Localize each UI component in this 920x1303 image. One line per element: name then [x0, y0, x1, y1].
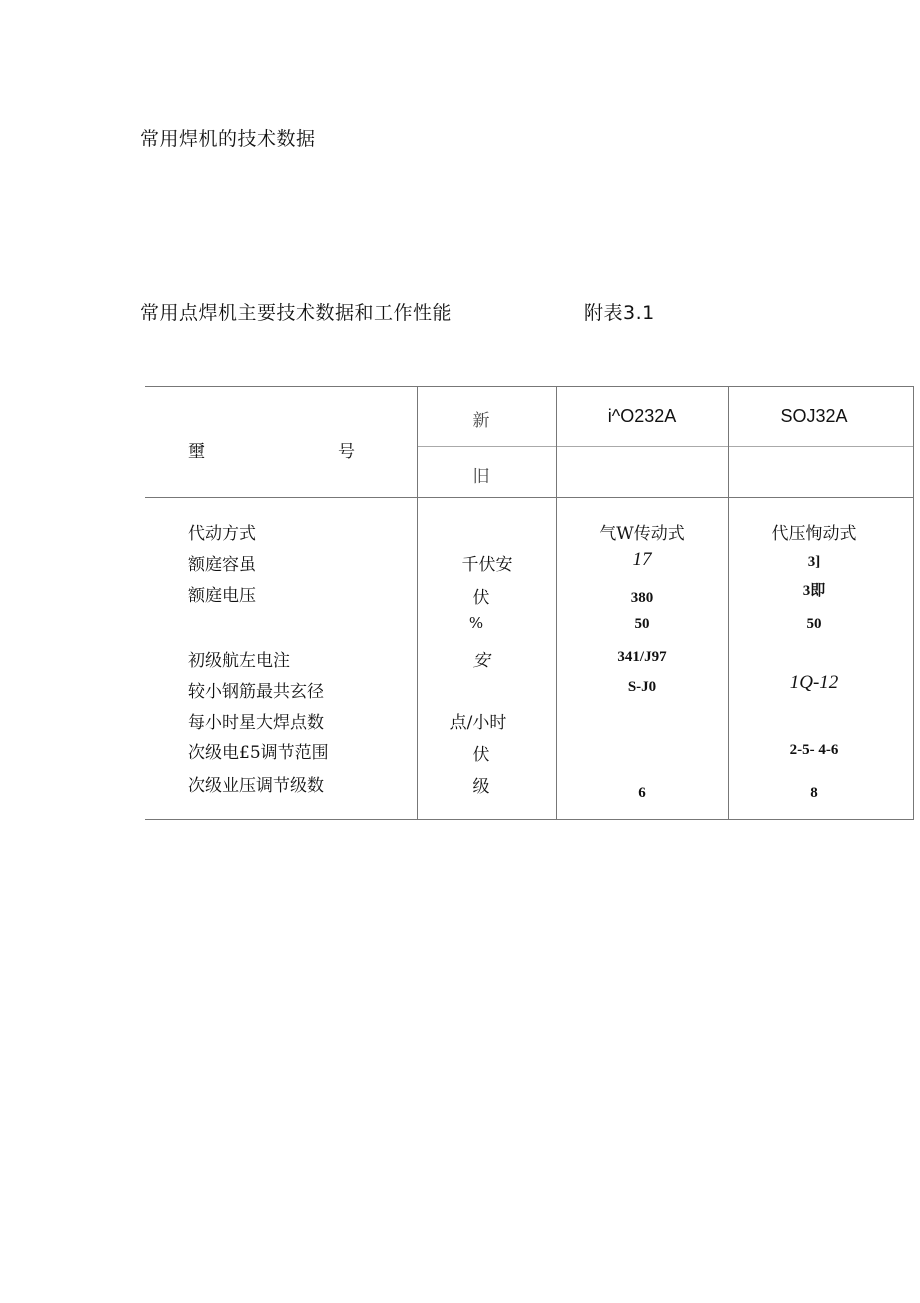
header-model-char-1: 壐: [188, 442, 205, 462]
row-col2-value: 3]: [807, 554, 821, 570]
row-label: 额庭电压: [188, 586, 256, 606]
header-new-label: 新: [472, 411, 490, 431]
row-unit: 伏: [472, 588, 490, 608]
row-col1-value: 50: [634, 616, 650, 632]
table-top-rule: [145, 386, 914, 387]
row-label: 较小钢筋最共玄径: [188, 682, 324, 702]
row-label: 次级电£5调节范围: [188, 743, 329, 763]
table-reference: 附表3.1: [584, 302, 655, 324]
table-header-bottom-rule: [145, 497, 914, 498]
row-col2-value: 3即: [802, 583, 826, 599]
row-unit: 级: [472, 777, 490, 797]
header-old-label: 旧: [472, 467, 490, 487]
table-col-divider-1: [417, 386, 418, 820]
row-col2-value: 8: [810, 785, 818, 801]
row-label: 代动方式: [188, 524, 256, 544]
table-bottom-rule: [145, 819, 914, 820]
row-col2-value: 1Q-12: [789, 672, 839, 693]
table-caption: 常用点焊机主要技术数据和工作性能: [140, 302, 453, 324]
row-unit: 安: [472, 651, 490, 671]
row-col1-value: 6: [638, 785, 646, 801]
row-label: 次级业压调节级数: [188, 776, 324, 796]
table-col-divider-2: [556, 386, 557, 820]
row-unit: 千伏安: [461, 555, 513, 575]
row-unit: %: [468, 614, 484, 632]
table-header-mid-rule: [417, 446, 914, 447]
header-col1-new: i^O232A: [607, 406, 677, 426]
row-label: 每小时星大焊点数: [188, 713, 324, 733]
row-unit: 伏: [472, 745, 490, 765]
row-col1-value: 气W传动式: [599, 524, 685, 544]
table-col-divider-3: [728, 386, 729, 820]
row-col1-value: 17: [632, 549, 652, 570]
table-col-divider-4: [913, 386, 914, 820]
header-model-char-2: 号: [338, 442, 355, 462]
row-col2-value: 2-5- 4-6: [789, 742, 839, 758]
row-col1-value: S-J0: [627, 679, 657, 695]
document-title: 常用焊机的技术数据: [140, 128, 316, 150]
header-col2-new: SOJ32A: [780, 406, 848, 426]
row-unit: 点/小时: [449, 713, 507, 733]
row-col2-value: 50: [806, 616, 822, 632]
row-label: 初级航左电注: [188, 651, 290, 671]
row-label: 额庭容虽: [188, 555, 256, 575]
row-col2-value: 代压恂动式: [771, 524, 857, 544]
row-col1-value: 341/J97: [617, 649, 667, 665]
row-col1-value: 380: [630, 590, 654, 606]
